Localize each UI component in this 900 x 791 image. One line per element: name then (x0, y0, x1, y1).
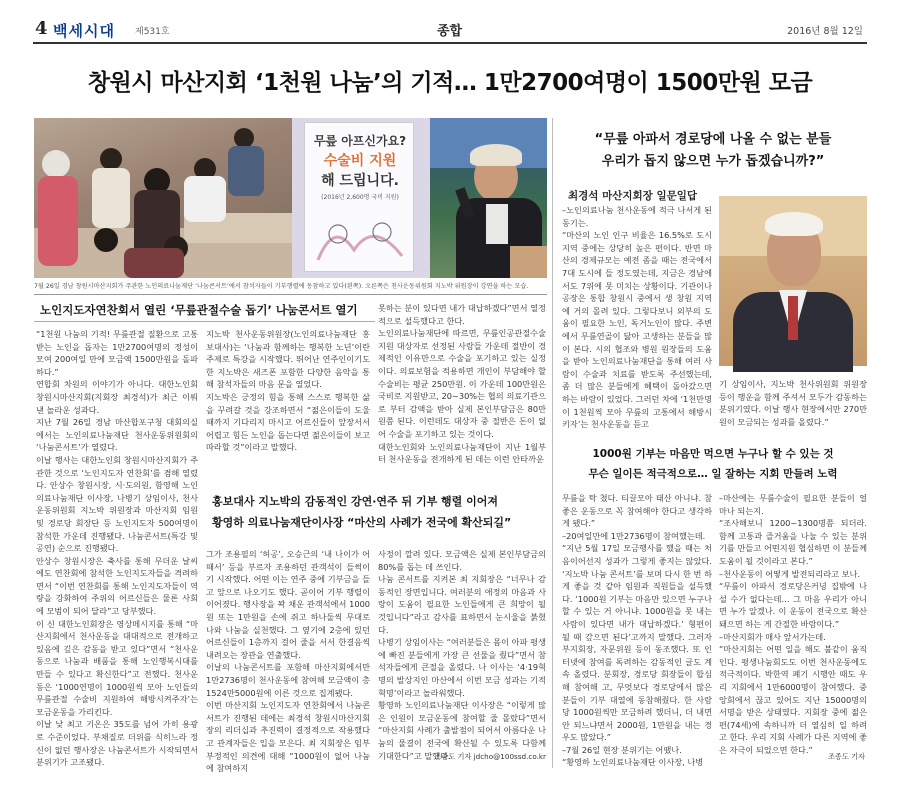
interview-byline: 조종도 기자 (827, 752, 865, 761)
poster-line3: 해 드립니다. (321, 173, 399, 189)
photo-caption: 7월 26일 경남 창원시마산지회가 주관한 노인의료나눔재단 ‘나눔콘서트’에서 참석자들이 기부행렬에 동참하고 있다(왼쪽). 오른쪽은 천사운동위원회 지노박 위원장이 강연을 하는 모습. (34, 283, 529, 290)
poster-line2: 수술비 지원 (323, 153, 397, 169)
byline-main: 조종도 기자 jdcho@100ssd.co.kr (434, 752, 546, 761)
issue-number: 제531호 (135, 27, 170, 37)
poster-illustration (314, 210, 406, 266)
portrait-photo (719, 196, 867, 366)
paper-name: 백세시대 (53, 22, 115, 40)
section-name: 종합 (437, 24, 463, 39)
poster-line1: 무릎 아프신가요? (313, 134, 407, 148)
article-column-5: 사정이 깔려 있다. 모금액은 실제 본인부담금의 80%를 돕는 데 쓰인다. 나눔 콘서트를 지켜본 최 지회장은 “너무나 감동적인 장면입니다. 여러분의 애정의 마음과 사랑이 도움이 필요한 노인들에게 큰 희망이 될 것입니다”라고 감사를 표하면서 눈시울을 붉혔다. 나병기 상임이사는 “여러분들은 몸이 아파 평생에 빠진 분들에게 가장 큰 선물을 줬다”면서 참석자들에게 큰절을 올렸다. 나 이사는 ‘4·19혁명의 발상지인 마산에서 이번 모금 성과는 기적 혁명’이라고 놀라워했다. 황영하 노인의료나눔재단 이사장은 “이렇게 많은 인원이 모금운동에 참여할 줄 몰랐다”면서 “마산지회 사례가 출발점이 되어서 아름다운 나눔의 물결이 전국에 확산될 수 있도록 다함께 기대한다”고 말했다. (378, 549, 546, 761)
article-column-4: 그가 조용필의 ‘허공’, 오승근의 ‘내 나이가 어때서’ 등을 부르자 조용하던 관객석이 들썩이기 시작했다. 어떤 이는 연주 중에 기부금을 들고 앞으로 나오기도 했다. 곧이어 기부 행렬이 이어졌다. 행사장을 꽉 채운 관객석에서 1000원 또는 1만원을 손에 쥐고 하나둘씩 무대로 나와 나눔을 실천했다. 그 옆기에 2층에 있던 어르신들이 1층까지 걸어 줄을 서서 한결음씩 내려오는 장관을 연출했다. 이날의 나눔콘서트를 포함해 마산지회에서만 1만2736명이 천사운동에 참여해 모금액이 총 1524만5000원에 이른 것으로 집계됐다. 이번 마산지회 노인지도자 연찬회에서 나눔콘서트가 진행된 데에는 최경석 창원시마산지회장의 리더십과 추진력이 결정적으로 작용했다고 관계자들은 입을 모은다. 최 지회장은 임부 부정적인 의견에 대해 “1000원이 없어 나눔에 참여하지 (206, 549, 370, 774)
interview-subhead-line2: 무슨 일이든 적극적으로… 일 잘하는 지회 만들려 노력 (588, 468, 838, 480)
interview-quote-line2: 우리가 돕지 않으면 누가 돕겠습니까?” (601, 154, 825, 169)
article-column-2: 지노박 천사운동위원장(노인의료나눔재단 홍보대사)는 ‘나눔과 함께하는 행복한 노년’이란 주제로 특강을 시작했다. 뛰어난 연주인이기도 한 지노박은 새즈폰 포함한 다양한 음악을 통해 참석자들의 마음 문을 열었다. 지노박은 긍정의 힘을 통해 스스로 행복한 삶을 꾸려갈 것을 강조하면서 “젊은이들이 도울 때까지 기다리지 마시고 어르신들이 앞장서서 어렵고 힘든 노인을 돕는다면 젊은이들이 보고 따라할 것”이라고 말했다. (206, 329, 370, 453)
interview-text-b: 기 상임이사, 지노박 천사위원회 위원장 등이 행운을 함께 주셔서 모두가 감동하는 분위기였다. 이날 행사 현장에서만 270만원이 모금되는 성과를 올렸다.” (719, 379, 867, 427)
subhead-donation-line1: 홍보대사 지노박의 감동적인 강연·연주 뒤 기부 행렬 이어져 (212, 495, 499, 508)
photo-poster (292, 118, 430, 278)
interview-text-a: –노인의료나눔 천사운동에 적극 나서게 된 동기는. “마산의 노인 인구 비율은 16.5%로 도시 지역 중에는 상당히 높은 편이다. 반면 마산의 경제규모는 예전 좀을 때는 전국에서 7대 도시에 들 정도였는데, 지금은 경남에서도 7위에 못 미치는 상황이다. 기관이나 공장은 통합 창원시 중에서 생 창원 지역에 거의 몰려 있다. 그렇다보니 외부의 도움이 필요한 노인, 독거노인이 많다. 주변에서 무릎연골이 닳아 고생하는 분들을 많이 본다. 시의 협조와 병원 원장들의 도움을 받아 노인의료나눔재단을 통해 여러 사람이 수술과 치료를 받도록 주선했는데, 좀 더 많은 분들에게 혜택이 돌아갔으면 하는 바람이 있었다. 그러던 차에 ‘1천만명이 1천원씩 모아 무릎의 고통에서 해방시키자’는 천사운동을 듣고 (562, 205, 712, 430)
headline: 창원시 마산지회 ‘1천원 나눔’의 기적… 1만2700여명이 1500만원 모금 (87, 70, 813, 96)
header-rule (33, 42, 867, 44)
interview-text-d: –마산에는 무릎수술이 필요한 분들이 얼마나 되는지. “조사해보니 1200~1300명쯤 되더라. 함께 고통과 즐거움을 나눌 수 있는 분위기를 만들고 어떤지원 협심하면 이 분들께 도움이 될 것이라고 본다.” –천사운동이 어떻게 발전되리라고 보나. “무릎이 아파서 경로당은커녕 집밖에 나설 수가 없다는데… 그 마음 우리가 아니면 누가 알겠나. 이 운동이 전국으로 확산돼으면 하는 게 간절한 바람이다.” –마산지회가 매사 앞서가는데. “마산지회는 어떤 일을 해도 불같이 움직인다. 평생나눔회도도 이번 천사운동에도 적극적이다. 박한역 폐기 시행안 때도 우리 지회에서 1만6000명이 참여했다. 중앙회에서 끊고 있어도 지난 15000명의 서명을 받은 상태였다. 지회장 중에 젊은 편(74세)에 속하니까 더 열심히 일 하려고 한다. 우리 지회 사례가 다른 지역에 좋은 자극이 되었으면 한다.” (719, 493, 867, 755)
photo (34, 118, 547, 278)
poster-small: (2016년 2,600명 국비 지원) (321, 194, 399, 201)
column-divider (552, 118, 553, 768)
article-column-3: 못하는 분이 있다면 내가 대납하겠다”면서 열정적으로 설득했다고 한다. 노인의료나눔재단에 따르면, 무릎인공관절수술 지원 대상자로 선정된 사람들 가운데 절반이 경제적인 이유만으로 수술을 포기하고 있는 실정이다. 의료보험을 적용하면 개인이 부담해야 할 수술비는 평균 250만원. 이 가운데 100만원은 국비로 지원받고, 20~30%는 협의 의료기관으로 부터 감액을 받아 실제 본인부담금은 80만원쯤 된다. 이런데도 대상자 중 절반은 돈이 없어 수술을 포기하고 있는 것이다. 대한노인회와 노인의료나눔재단이 지난 1월부터 천사운동을 전개하게 된 데는 이런 안타까운 (378, 303, 546, 465)
interview-quote-line1: “무릎 아파서 경로당에 나올 수 없는 분들 (594, 132, 832, 147)
interview-subhead-line1: 1000원 기부는 마음만 먹으면 누구나 할 수 있는 것 (592, 448, 834, 460)
subhead-concert: 노인지도자연찬회서 열린 ‘무릎관절수술 돕기’ 나눔콘서트 열기 (40, 303, 358, 317)
article-column-1: “1천원 나눔의 기적! 무릎관절 질환으로 고통받는 노인을 돕자는 1만2700여명의 정성이 모여 200여일 만에 모금액 1500만원을 돌파하다.” 연합회 차원의 이야기가 아니다. 대한노인회 창원시마산지회(지회장 최경석)가 최근 이뤄낸 놀라운 성과다. 지난 7월 26일 경남 마산합포구청 대회의실에서는 노인의료나눔재단 천사운동위원회의 ‘나눔콘서트’가 열렸다. 이날 행사는 대한노인회 창원시마산지회가 주관한 것으로 ‘노인지도자 연찬회’를 겸해 열렸다. 안상수 창원시장, 시·도의원, 함영해 노인의료나눔재단 이사장, 나병기 상임이사, 천사운동위원회 지노박 위원장과 마산지회 임원 및 경로당 회장단 등 노인지도자 500여명이 참석한 가운데 진행됐다. 나눔콘서트(특강 및 공연) 순으로 진행됐다. 안상수 창원시장은 축사를 통해 무더운 날씨에도 연찬회에 참석한 노인지도자들을 격려하면서 “이번 연찬회를 통해 노인지도자들이 역량을 강화하여 주위의 어르신들은 물론 사회에 모범이 되어 달라”고 당부했다. 이 신 대한노인회장은 영상메시지를 통해 “마산지회에서 천사운동을 대대적으로 전개하고 있음에 깊은 감동을 받고 있다”면서 “천사운동으로 나눔과 배품을 통해 노인행복시대를 만들 수 있다고 확신한다”고 전했다. 천사운동은 ‘1000연명이 1000원씩 모아 노인들의 무릎관절 수술비 지원하여 해방시켜주자’는 모금운동을 가리킨다. 이날 낮 최고 기온은 35도를 넘어 가히 용광로 수준이었다. 부채질로 더위를 식히느라 정신이 없던 행사장은 나눔콘서트가 시작되면서 분위기가 고조됐다. (36, 329, 198, 768)
caption-rule (34, 294, 547, 295)
masthead-bar (33, 17, 867, 41)
photo-donation-scene (34, 118, 292, 278)
interview-text-c: 무릎을 탁 쳤다. 티끌모아 태산 아니냐. 참 좋은 운동으로 꼭 참여해야 한다고 생각하게 됐다.” –20여일만에 1만2736명이 참여했는데. “지난 5월 17일 모금행사를 했을 때는 처음이어선지 성과가 그렇게 좋지는 않았다. ‘지노박 나눔 콘서트’를 보며 다시 한 번 하게 좋을 것 같아 임원과 직원들을 설득했다. ‘1000원 기부는 마음만 있으면 누구나 할 수 있는 거 아니냐. 1000원을 못 내는 사람이 있다면 내가 대납하겠다.’ 형편이 될 때 갚으면 된다’고까지 말했다. 그러자 부지회장, 자문위원 등이 동조했다. 또 인터넷에 참여를 독려하는 감동적인 글도 계속 올렸다. 분회장, 경로당 회장들이 합심해 참여해 고, 무엇보다 경로당에서 많은 분들이 기부 대열에 동참해줬다. 한 사람 당 1000원씩만 모금하려 했더니, 더 내면 안 되느냐면서 2000원, 1만원을 내는 경우도 많았다.” –7월 26일 현장 분위기는 어땠나. “황영하 노인의료나눔재단 이사장, 나병 (562, 493, 712, 768)
issue-date: 2016년 8월 12일 (787, 26, 863, 37)
page-number: 4 (35, 18, 48, 39)
photo-speaker (430, 118, 547, 278)
subhead-underline (34, 321, 375, 322)
interview-title: 최경석 마산지회장 일문일답 (568, 190, 698, 202)
subhead-donation-line2: 황영하 의료나눔재단이사장 “마산의 사례가 전국에 확산되길” (212, 516, 512, 529)
